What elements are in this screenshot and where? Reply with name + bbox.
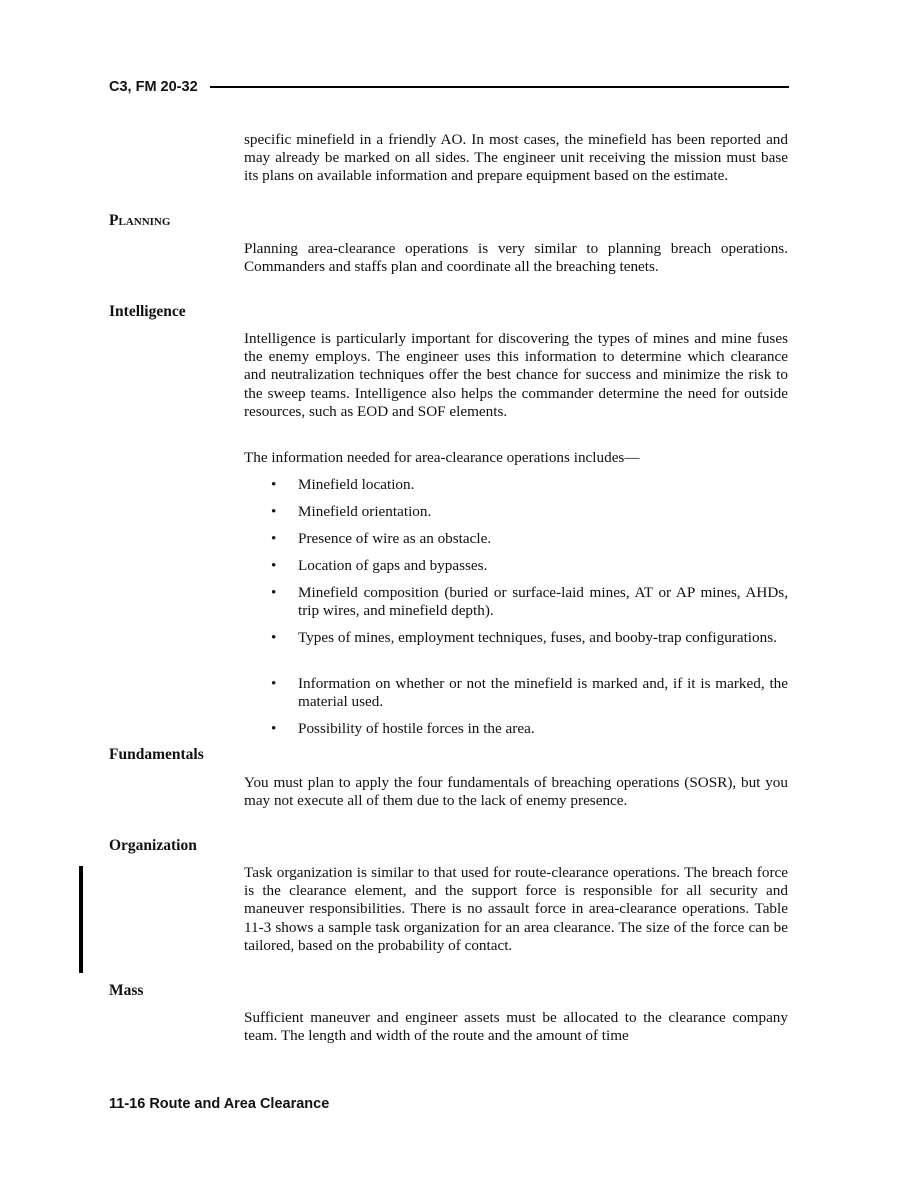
intelligence-paragraph: Intelligence is particularly important for discovering the types of mines and mine fuses the enemy employs. The engineer uses this information to determine which clearance and neutralization techniques offer the best chance for success and minimize the risk to the sweep teams. Intelligence also helps the commander determine the need for outside resources, such as EOD and SOF elements. xyxy=(244,330,788,420)
bullet-icon: • xyxy=(271,720,277,737)
bullet-icon: • xyxy=(271,584,277,601)
list-item: • Location of gaps and bypasses. xyxy=(271,557,488,574)
list-item: • Information on whether or not the minefield is marked and, if it is marked, the material used. xyxy=(271,675,788,711)
list-item: • Presence of wire as an obstacle. xyxy=(271,530,492,547)
bullet-icon: • xyxy=(271,557,277,574)
bullet-icon: • xyxy=(271,629,277,646)
page-footer: 11-16 Route and Area Clearance xyxy=(109,1096,330,1112)
bullet-icon: • xyxy=(271,476,277,493)
heading-mass: Mass xyxy=(109,982,144,999)
bullet-icon: • xyxy=(271,503,277,520)
heading-intelligence: Intelligence xyxy=(109,303,186,320)
heading-planning: Planning xyxy=(109,212,171,229)
mass-paragraph: Sufficient maneuver and engineer assets must be allocated to the clearance company team. The length and width of the route and the amount of time xyxy=(244,1009,788,1045)
manual-id: C3, FM 20-32 xyxy=(109,79,198,95)
heading-fundamentals: Fundamentals xyxy=(109,746,204,763)
change-bar xyxy=(79,866,83,973)
continued-paragraph: specific minefield in a friendly AO. In most cases, the minefield has been reported and may already be marked on all sides. The engineer unit receiving the mission must base its plans on available information and prepare equipment based on the estimate. xyxy=(244,131,788,185)
info-intro: The information needed for area-clearance operations includes— xyxy=(244,449,640,466)
list-item: • Possibility of hostile forces in the area. xyxy=(271,720,535,737)
list-item: • Types of mines, employment techniques, fuses, and booby-trap configurations. xyxy=(271,629,777,646)
heading-organization: Organization xyxy=(109,837,197,854)
fundamentals-paragraph: You must plan to apply the four fundamentals of breaching operations (SOSR), but you may not execute all of them due to the lack of enemy presence. xyxy=(244,774,788,810)
organization-paragraph: Task organization is similar to that used for route-clearance operations. The breach force is the clearance element, and the support force is responsible for all security and maneuver responsibilities. There is no assault force in area-clearance operations. Table 11-3 shows a sample task organization for an area clearance. The size of the force can be tailored, based on the probability of contact. xyxy=(244,864,788,954)
list-item: • Minefield composition (buried or surface-laid mines, AT or AP mines, AHDs, trip wires, and minefield depth). xyxy=(271,584,788,620)
list-item: • Minefield location. xyxy=(271,476,415,493)
list-item: • Minefield orientation. xyxy=(271,503,432,520)
page-header xyxy=(109,76,789,98)
planning-paragraph: Planning area-clearance operations is very similar to planning breach operations. Commanders and staffs plan and coordinate all the breaching tenets. xyxy=(244,240,788,276)
header-rule xyxy=(210,86,789,88)
bullet-icon: • xyxy=(271,675,277,692)
bullet-icon: • xyxy=(271,530,277,547)
